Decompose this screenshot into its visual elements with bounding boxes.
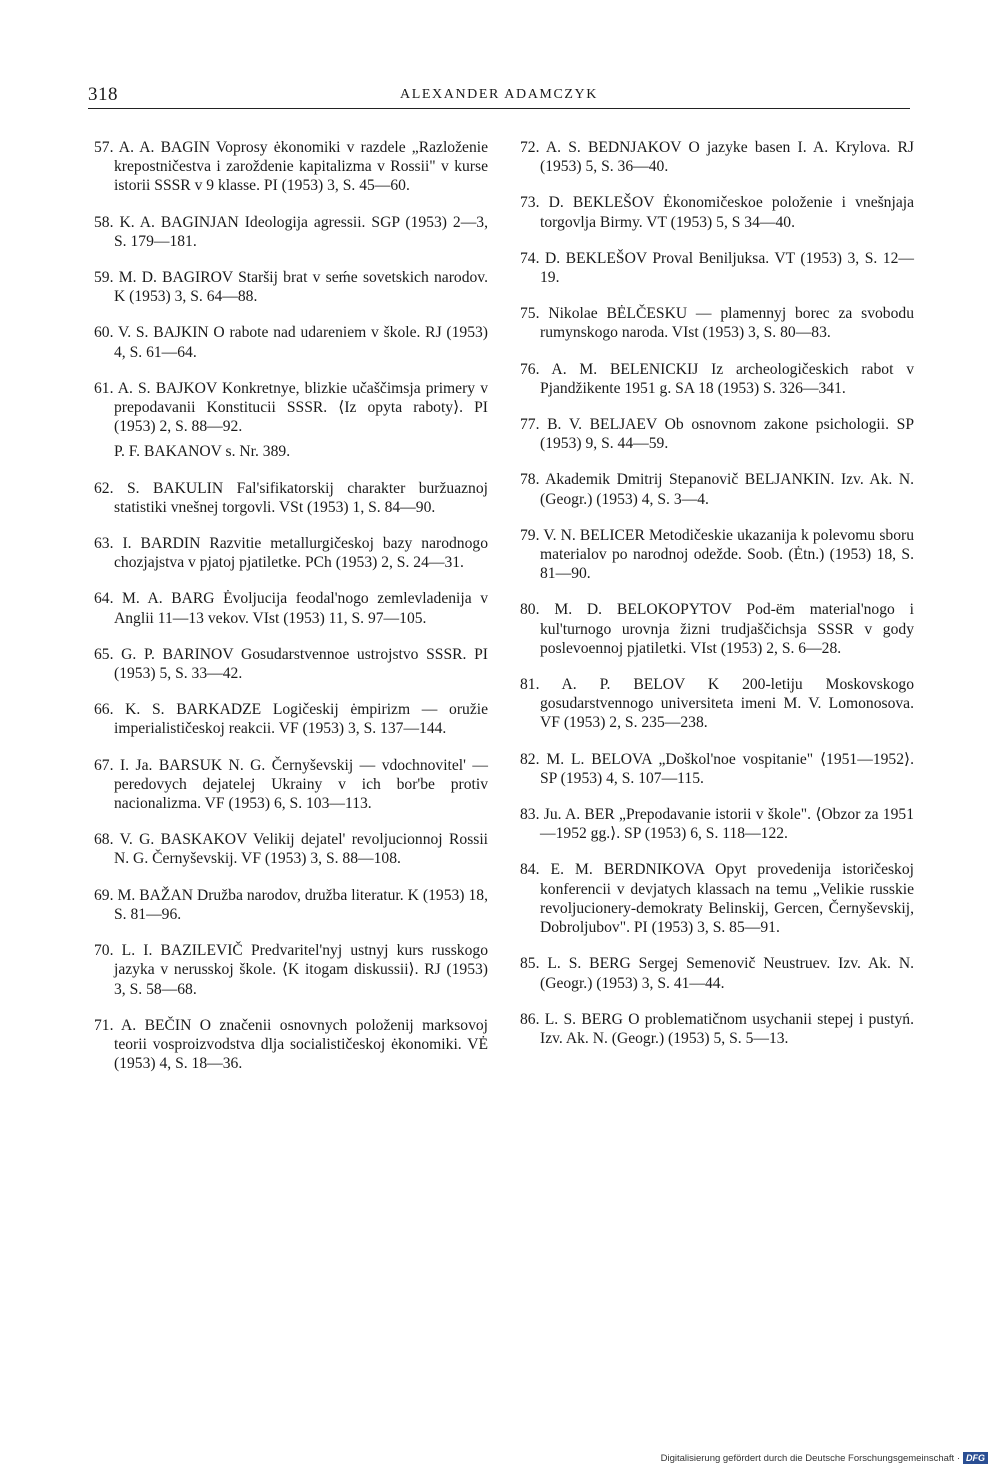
running-head: ALEXANDER ADAMCZYK xyxy=(400,87,598,102)
bibliography-entry-72: 72. A. S. BEDNJAKOV O jazyke basen I. A. Krylova. RJ (1953) 5, S. 36—40. xyxy=(520,139,914,176)
bibliography-entry-84: 84. E. M. BERDNIKOVA Opyt provedenija istoričeskoj konferencii v devjatych klassach na temu „Velikie russkie revoljucionery-demokraty Belinskij, Gercen, Černyševskij, Dobroljubov". PI (1953) 3, S. 85—91. xyxy=(520,861,914,937)
bibliography-entry-63: 63. I. BARDIN Razvitie metallurgičeskoj bazy narodnogo chozjajstva v pjatoj pjatiletke. PCh (1953) 2, S. 24—31. xyxy=(94,535,488,572)
bibliography-entry-58: 58. K. A. BAGINJAN Ideologija agressii. SGP (1953) 2—3, S. 179—181. xyxy=(94,213,488,250)
cross-reference: P. F. BAKANOV s. Nr. 389. xyxy=(114,443,291,461)
bibliography-entry-86: 86. L. S. BERG O problematičnom usychanii stepej i pustyń. Izv. Ak. N. (Geogr.) (1953) 5, S. 5—13. xyxy=(520,1010,914,1047)
bibliography-entry-85: 85. L. S. BERG Sergej Semenovič Neustruev. Izv. Ak. N. (Geogr.) (1953) 3, S. 41—44. xyxy=(520,955,914,992)
bibliography-entry-65: 65. G. P. BARINOV Gosudarstvennoe ustrojstvo SSSR. PI (1953) 5, S. 33—42. xyxy=(94,645,488,683)
bibliography-entry-69: 69. M. BAŽAN Družba narodov, družba literatur. K (1953) 18, S. 81—96. xyxy=(94,886,488,923)
bibliography-entry-77: 77. B. V. BELJAEV Ob osnovnom zakone psichologii. SP (1953) 9, S. 44—59. xyxy=(520,416,914,453)
bibliography-entry-81: 81. A. P. BELOV K 200-letiju Moskovskogo gosudarstvennogo universiteta imeni M. V. Lomonosova. VF (1953) 2, S. 235—238. xyxy=(520,676,914,732)
bibliography-entry-78: 78. Akademik Dmitrij Stepanovič BELJANKIN. Izv. Ak. N. (Geogr.) (1953) 4, S. 3—4. xyxy=(520,471,914,508)
bibliography-entry-83: 83. Ju. A. BER „Prepodavanie istorii v škole". ⟨Obzor za 1951—1952 gg.⟩. SP (1953) 6, S. 118—122. xyxy=(520,806,914,843)
bibliography-entry-59: 59. M. D. BAGIROV Staršij brat v seḿe sovetskich narodov. K (1953) 3, S. 64—88. xyxy=(94,269,488,306)
bibliography-entry-75: 75. Nikolae BĖLČESKU — plamennyj borec za svobodu rumynskogo naroda. VIst (1953) 3, S. 80—83. xyxy=(520,305,914,342)
bibliography-entry-64: 64. M. A. BARG Ėvoljucija feodal'nogo zemlevladenija v Anglii 11—13 vekov. VIst (1953) 11, S. 97—105. xyxy=(94,590,488,627)
bibliography-entry-67: 67. I. Ja. BARSUK N. G. Černyševskij — vdochnovitel' — peredovych dejatelej Ukrainy v ich bor'be protiv nacionalizma. VF (1953) 6, S. 103—113. xyxy=(94,756,488,813)
page-number: 318 xyxy=(88,84,118,105)
bibliography-entry-79: 79. V. N. BELICER Metodičeskie ukazanija k polevomu sboru materialov po narodnoj odežde. Soob. (Ėtn.) (1953) 18, S. 81—90. xyxy=(520,526,914,583)
bibliography-entry-70: 70. L. I. BAZILEVIČ Predvaritel'nyj ustnyj kurs russkogo jazyka v nerusskoj škole. ⟨K itogam diskussii⟩. RJ (1953) 3, S. 58—68. xyxy=(94,942,488,998)
bibliography-entry-66: 66. K. S. BARKADZE Logičeskij ėmpirizm — oružie imperialističeskoj reakcii. VF (1953) 3, S. 137—144. xyxy=(94,701,488,738)
bibliography-entry-76: 76. A. M. BELENICKIJ Iz archeologičeskich rabot v Pjandžikente 1951 g. SA 18 (1953) S. 326—341. xyxy=(520,360,914,397)
page-header xyxy=(88,84,910,109)
bibliography-entry-80: 80. M. D. BELOKOPYTOV Pod-ëm material'nogo i kul'turnogo urovnja žizni trudjaščichsja SSSR v gody poslevoennoj pjatiletki. VIst (1953) 2, S. 6—28. xyxy=(520,601,914,657)
right-column xyxy=(520,138,914,1065)
bibliography-entry-82: 82. M. L. BELOVA „Doškol'noe vospitanie" ⟨1951—1952⟩. SP (1953) 4, S. 107—115. xyxy=(520,750,914,787)
bibliography-entry-71: 71. A. BEČIN O značenii osnovnych položenij marksovoj teorii vosproizvodstva dlja socialističeskoj ėkonomiki. VĖ (1953) 4, S. 18—36. xyxy=(94,1016,488,1073)
dfg-logo: DFG xyxy=(963,1452,988,1464)
bibliography-entry-60: 60. V. S. BAJKIN O rabote nad udareniem v škole. RJ (1953) 4, S. 61—64. xyxy=(94,324,488,361)
bibliography-entry-74: 74. D. BEKLEŠOV Proval Beniljuksa. VT (1953) 3, S. 12—19. xyxy=(520,249,914,287)
bibliography-entry-61: 61. A. S. BAJKOV Konkretnye, blizkie učaščimsja primery v prepodavanii Konstitucii SSSR. ⟨Iz opyta raboty⟩. PI (1953) 2, S. 88—92. xyxy=(94,379,488,436)
bibliography-entry-73: 73. D. BEKLEŠOV Ėkonomičeskoe položenie i vnešnjaja torgovlja Birmy. VT (1953) 5, S 34—40. xyxy=(520,194,914,231)
footer-text: Digitalisierung gefördert durch die Deutsche Forschungsgemeinschaft · xyxy=(660,1452,960,1464)
bibliography-entry-57: 57. A. A. BAGIN Voprosy ėkonomiki v razdele „Razloženie krepostničestva i zaroždenie kapitalizma v Rossii" v kurse istorii SSSR v 9 klasse. PI (1953) 3, S. 45—60. xyxy=(94,139,488,195)
bibliography-entry-62: 62. S. BAKULIN Fal'sifikatorskij charakter buržuaznoj statistiki vnešnej torgovli. VSt (1953) 1, S. 84—90. xyxy=(94,479,488,516)
bibliography-entry-68: 68. V. G. BASKAKOV Velikij dejatel' revoljucionnoj Rossii N. G. Černyševskij. VF (1953) 3, S. 88—108. xyxy=(94,831,488,868)
left-column xyxy=(94,138,488,1090)
digitization-footer xyxy=(661,1452,988,1464)
